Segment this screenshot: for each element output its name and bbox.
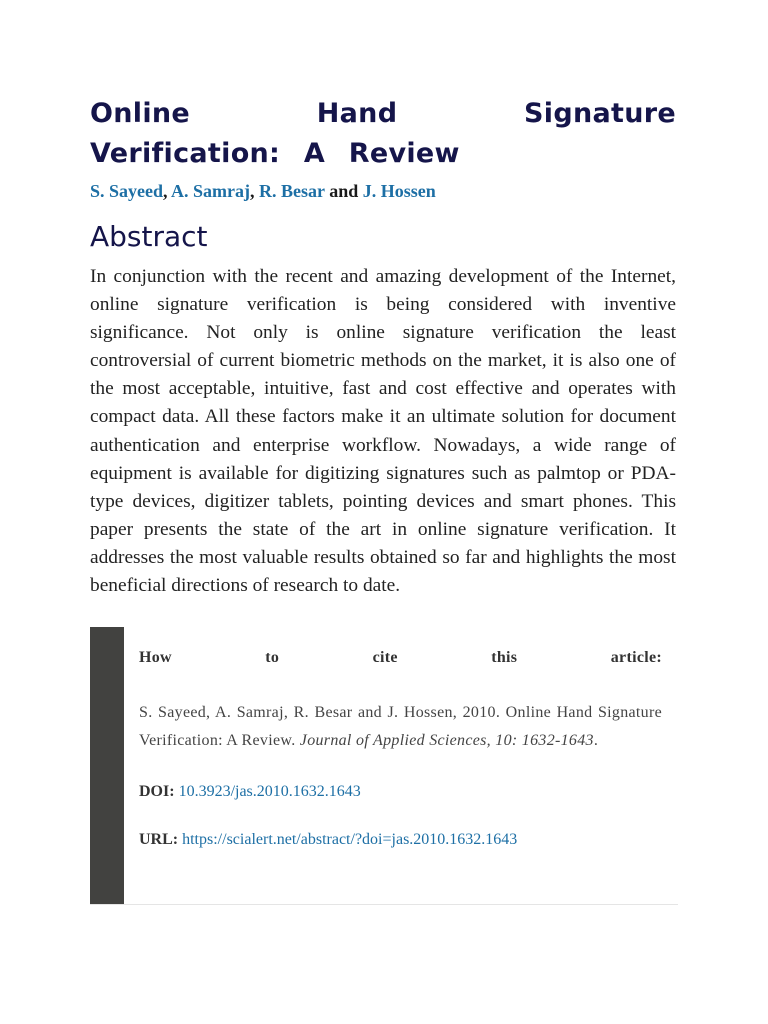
article	[90, 94, 676, 600]
citation-doi	[139, 781, 662, 803]
citation-heading: How to cite this article:	[139, 649, 662, 666]
article-title: Online Hand Signature Verification: A Review	[90, 98, 676, 169]
author-list	[90, 179, 676, 203]
author-link[interactable]: R. Besar	[259, 181, 325, 201]
citation-journal: Journal of Applied Sciences, 10: 1632-1643	[299, 732, 594, 749]
author-separator: ,	[250, 181, 260, 201]
citation-reference-end: .	[593, 732, 599, 749]
citation-content	[139, 647, 662, 851]
citation-url	[139, 829, 662, 851]
abstract-heading: Abstract	[90, 220, 208, 253]
author-separator: and	[324, 181, 363, 201]
author-separator: ,	[163, 181, 172, 201]
doi-link[interactable]: 10.3923/jas.2010.1632.1643	[178, 783, 361, 800]
citation-box	[90, 627, 678, 905]
doi-label: DOI:	[139, 783, 175, 800]
citation-accent-bar	[90, 627, 124, 904]
url-label: URL:	[139, 831, 179, 848]
citation-reference	[139, 699, 662, 755]
author-link[interactable]: S. Sayeed	[90, 181, 164, 201]
abstract-text: In conjunction with the recent and amazing development of the Internet, online signature verification is being considered with inventive significance. Not only is online signature verification the least controversial of current biometric methods on the market, it is also one of the most acceptable, intuitive, fast and cost effective and operates with compact data. All these factors make it an ultimate solution for document authentication and enterprise workflow. Nowadays, a wide range of equipment is available for digitizing signatures such as palmtop or PDA-type devices, digitizer tablets, pointing devices and smart phones. This paper presents the state of the art in online signature verification. It addresses the most valuable results obtained so far and highlights the most beneficial directions of research to date.	[90, 266, 676, 597]
url-link[interactable]: https://scialert.net/abstract/?doi=jas.2010.1632.1643	[182, 831, 518, 848]
author-link[interactable]: A. Samraj	[171, 181, 251, 201]
citation-reference-text: S. Sayeed, A. Samraj, R. Besar and J. Hossen, 2010. Online Hand Signature Verification: A Review.	[139, 704, 662, 749]
author-link[interactable]: J. Hossen	[362, 181, 436, 201]
